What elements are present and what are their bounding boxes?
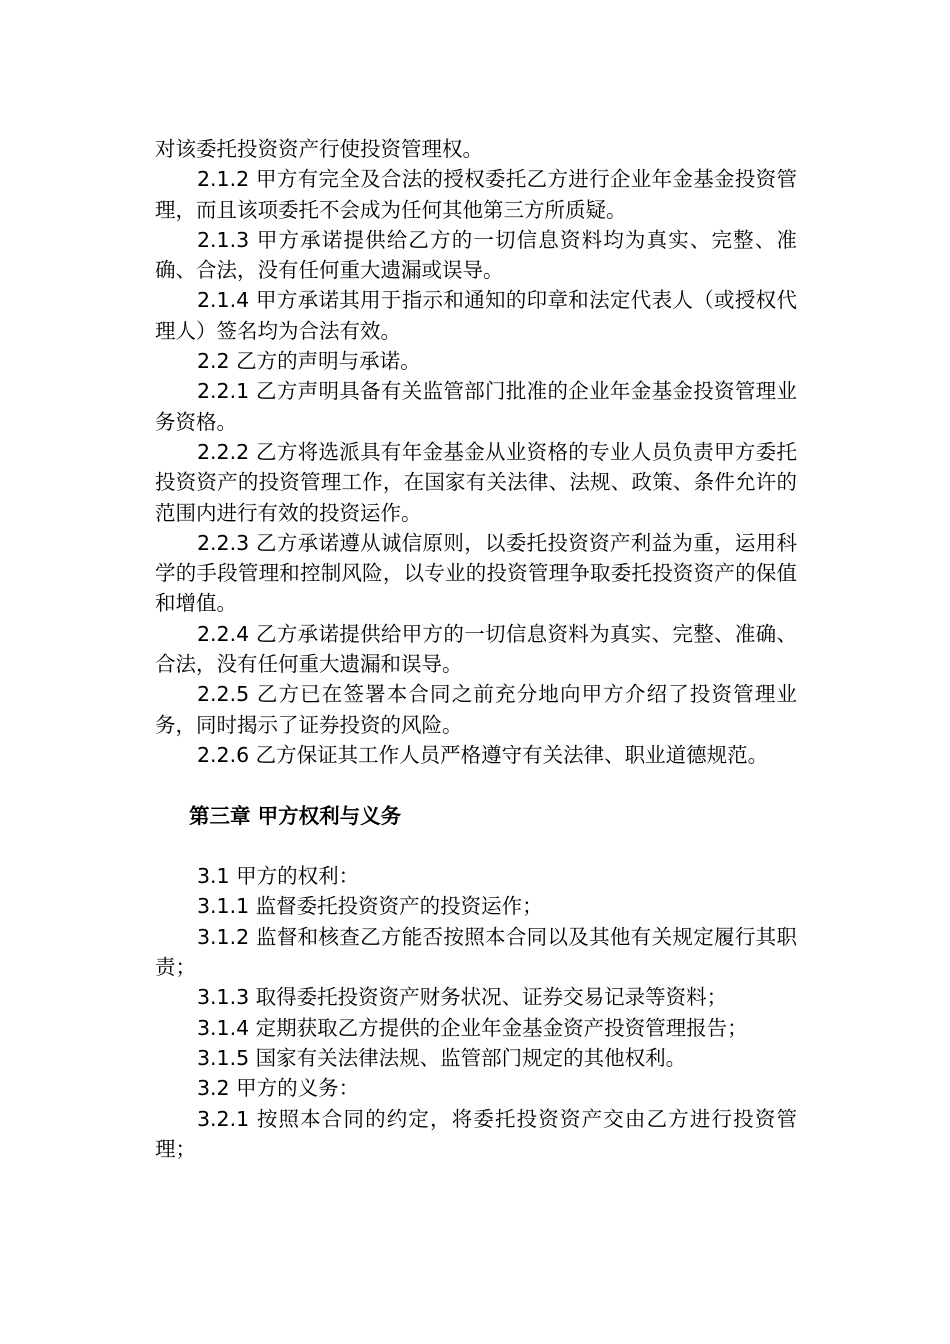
blank-line [155,770,797,800]
clause-2-2-5: 2.2.5 乙方已在签署本合同之前充分地向甲方介绍了投资管理业务，同时揭示了证券投资的风险。 [155,682,797,737]
clause-2-1-2: 2.1.2 甲方有完全及合法的授权委托乙方进行企业年金基金投资管理，而且该项委托不会成为任何其他第三方所质疑。 [155,167,797,222]
clause-2-2-2: 2.2.2 乙方将选派具有年金基金从业资格的专业人员负责甲方委托投资资产的投资管理工作，在国家有关法律、法规、政策、条件允许的范围内进行有效的投资运作。 [155,439,797,525]
clause-3-2-1: 3.2.1 按照本合同的约定，将委托投资资产交由乙方进行投资管理； [155,1106,797,1161]
paragraph-continuation: 对该委托投资资产行使投资管理权。 [155,137,483,161]
clause-3-1-1: 3.1.1 监督委托投资资产的投资运作； [197,894,543,919]
clause-2-2-1: 2.2.1 乙方声明具备有关监管部门批准的企业年金基金投资管理业务资格。 [155,379,797,434]
document-body [155,134,797,1164]
clause-2-1-4: 2.1.4 甲方承诺其用于指示和通知的印章和法定代表人（或授权代理人）签名均为合法有效。 [155,288,797,343]
clause-2-2-4: 2.2.4 乙方承诺提供给甲方的一切信息资料为真实、完整、准确、合法，没有任何重大遗漏和误导。 [155,621,797,677]
clause-2-2-6: 2.2.6 乙方保证其工作人员严格遵守有关法律、职业道德规范。 [197,742,769,767]
clause-2-2: 2.2 乙方的声明与承诺。 [197,349,421,374]
clause-3-2: 3.2 甲方的义务： [197,1076,360,1101]
clause-3-1-5: 3.1.5 国家有关法律法规、监管部门规定的其他权利。 [197,1045,687,1070]
clause-3-1: 3.1 甲方的权利： [197,864,360,889]
clause-2-2-3: 2.2.3 乙方承诺遵从诚信原则，以委托投资资产利益为重，运用科学的手段管理和控制风险，以专业的投资管理争取委托投资资产的保值和增值。 [155,530,797,616]
clause-2-1-3: 2.1.3 甲方承诺提供给乙方的一切信息资料均为真实、完整、准确、合法，没有任何重大遗漏或误导。 [155,227,797,283]
blank-line [155,831,797,861]
clause-3-1-3: 3.1.3 取得委托投资资产财务状况、证券交易记录等资料； [197,985,728,1010]
clause-3-1-2: 3.1.2 监督和核查乙方能否按照本合同以及其他有关规定履行其职责； [155,924,797,980]
clause-3-1-4: 3.1.4 定期获取乙方提供的企业年金基金资产投资管理报告； [197,1015,748,1040]
chapter-heading: 第三章 甲方权利与义务 [189,803,402,828]
